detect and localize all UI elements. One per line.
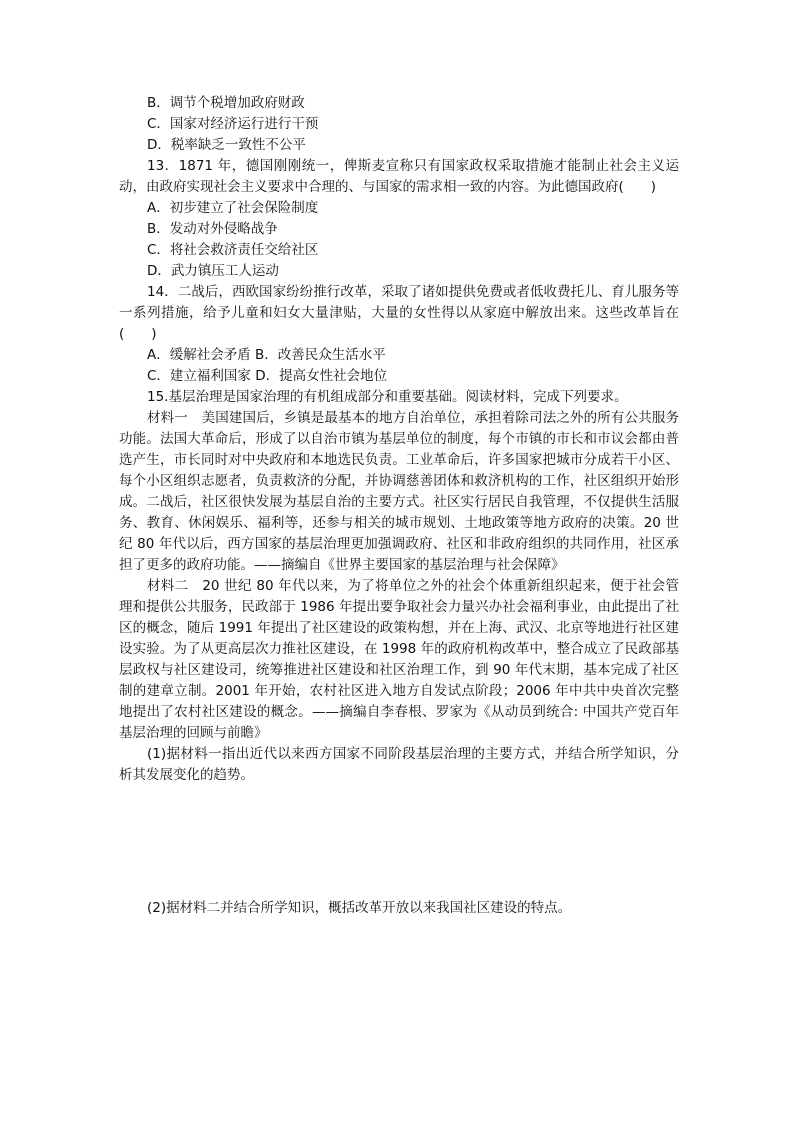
- q13-option-c: C．将社会救济责任交给社区: [147, 242, 319, 258]
- answer-space-1: [119, 786, 679, 898]
- q13-option-d: D．武力镇压工人运动: [147, 263, 279, 279]
- q15-question-2: (2)据材料二并结合所学知识，概括改革开放以来我国社区建设的特点。: [147, 900, 572, 916]
- q12-option-c: C．国家对经济运行进行干预: [147, 116, 319, 132]
- q15-material-2: 材料二 20 世纪 80 年代以来，为了将单位之外的社会个体重新组织起来，便于社会管理和提供公共服务，民政部于 1986 年提出要争取社会力量兴办社会福利事业，由此提出了社区的概念，随后 1991 年提出了社区建设的政策构想，并在上海、武汉、北京等地进行社区建设实验。为了从更高层次力推社区建设，在 1998 年的政府机构改革中，整合成立了民政部基层政权与社区建设司，统筹推进社区建设和社区治理工作，到 90 年代末期，基本完成了社区制的建章立制。2001 年开始，农村社区进入地方自发试点阶段；2006 年中共中央首次完整地提出了农村社区建设的概念。——摘编自李春根、罗家为《从动员到统合: 中国共产党百年基层治理的回顾与前瞻》: [119, 578, 679, 741]
- q13-option-a: A．初步建立了社会保险制度: [147, 200, 319, 216]
- q13-stem: 13．1871 年，德国刚刚统一，俾斯麦宣称只有国家政权采取措施才能制止社会主义运动，由政府实现社会主义要求中合理的、与国家的需求相一致的内容。为此德国政府( ): [119, 158, 679, 195]
- q15-question-1: (1)据材料一指出近代以来西方国家不同阶段基层治理的主要方式，并结合所学知识，分析其发展变化的趋势。: [119, 746, 679, 783]
- q15-material-1: 材料一 美国建国后，乡镇是最基本的地方自治单位，承担着除司法之外的所有公共服务功能。法国大革命后，形成了以自治市镇为基层单位的制度，每个市镇的市长和市议会都由普选产生，市长同时对中央政府和本地选民负责。工业革命后，许多国家把城市分成若干小区、每个小区组织志愿者，负责救济的分配，并协调慈善团体和救济机构的工作，社区组织开始形成。二战后，社区很快发展为基层自治的主要方式。社区实行居民自我管理，不仅提供生活服务、教育、休闲娱乐、福利等，还参与相关的城市规划、土地政策等地方政府的决策。20 世纪 80 年代以后，西方国家的基层治理更加强调政府、社区和非政府组织的共同作用，社区承担了更多的政府功能。——摘编自《世界主要国家的基层治理与社会保障》: [119, 410, 679, 573]
- q12-option-d: D．税率缺乏一致性不公平: [147, 137, 306, 153]
- q14-options-ab: A．缓解社会矛盾 B．改善民众生活水平: [147, 347, 386, 363]
- question-content: [119, 93, 679, 919]
- q14-options-cd: C．建立福利国家 D．提高女性社会地位: [147, 368, 388, 384]
- q12-option-b: B．调节个税增加政府财政: [147, 95, 305, 111]
- q15-stem: 15.基层治理是国家治理的有机组成部分和重要基础。阅读材料，完成下列要求。: [147, 389, 628, 405]
- q14-stem: 14．二战后，西欧国家纷纷推行改革，采取了诸如提供免费或者低收费托儿、育儿服务等一系列措施，给予儿童和妇女大量津贴，大量的女性得以从家庭中解放出来。这些改革旨在( ): [119, 284, 679, 342]
- q13-option-b: B．发动对外侵略战争: [147, 221, 278, 237]
